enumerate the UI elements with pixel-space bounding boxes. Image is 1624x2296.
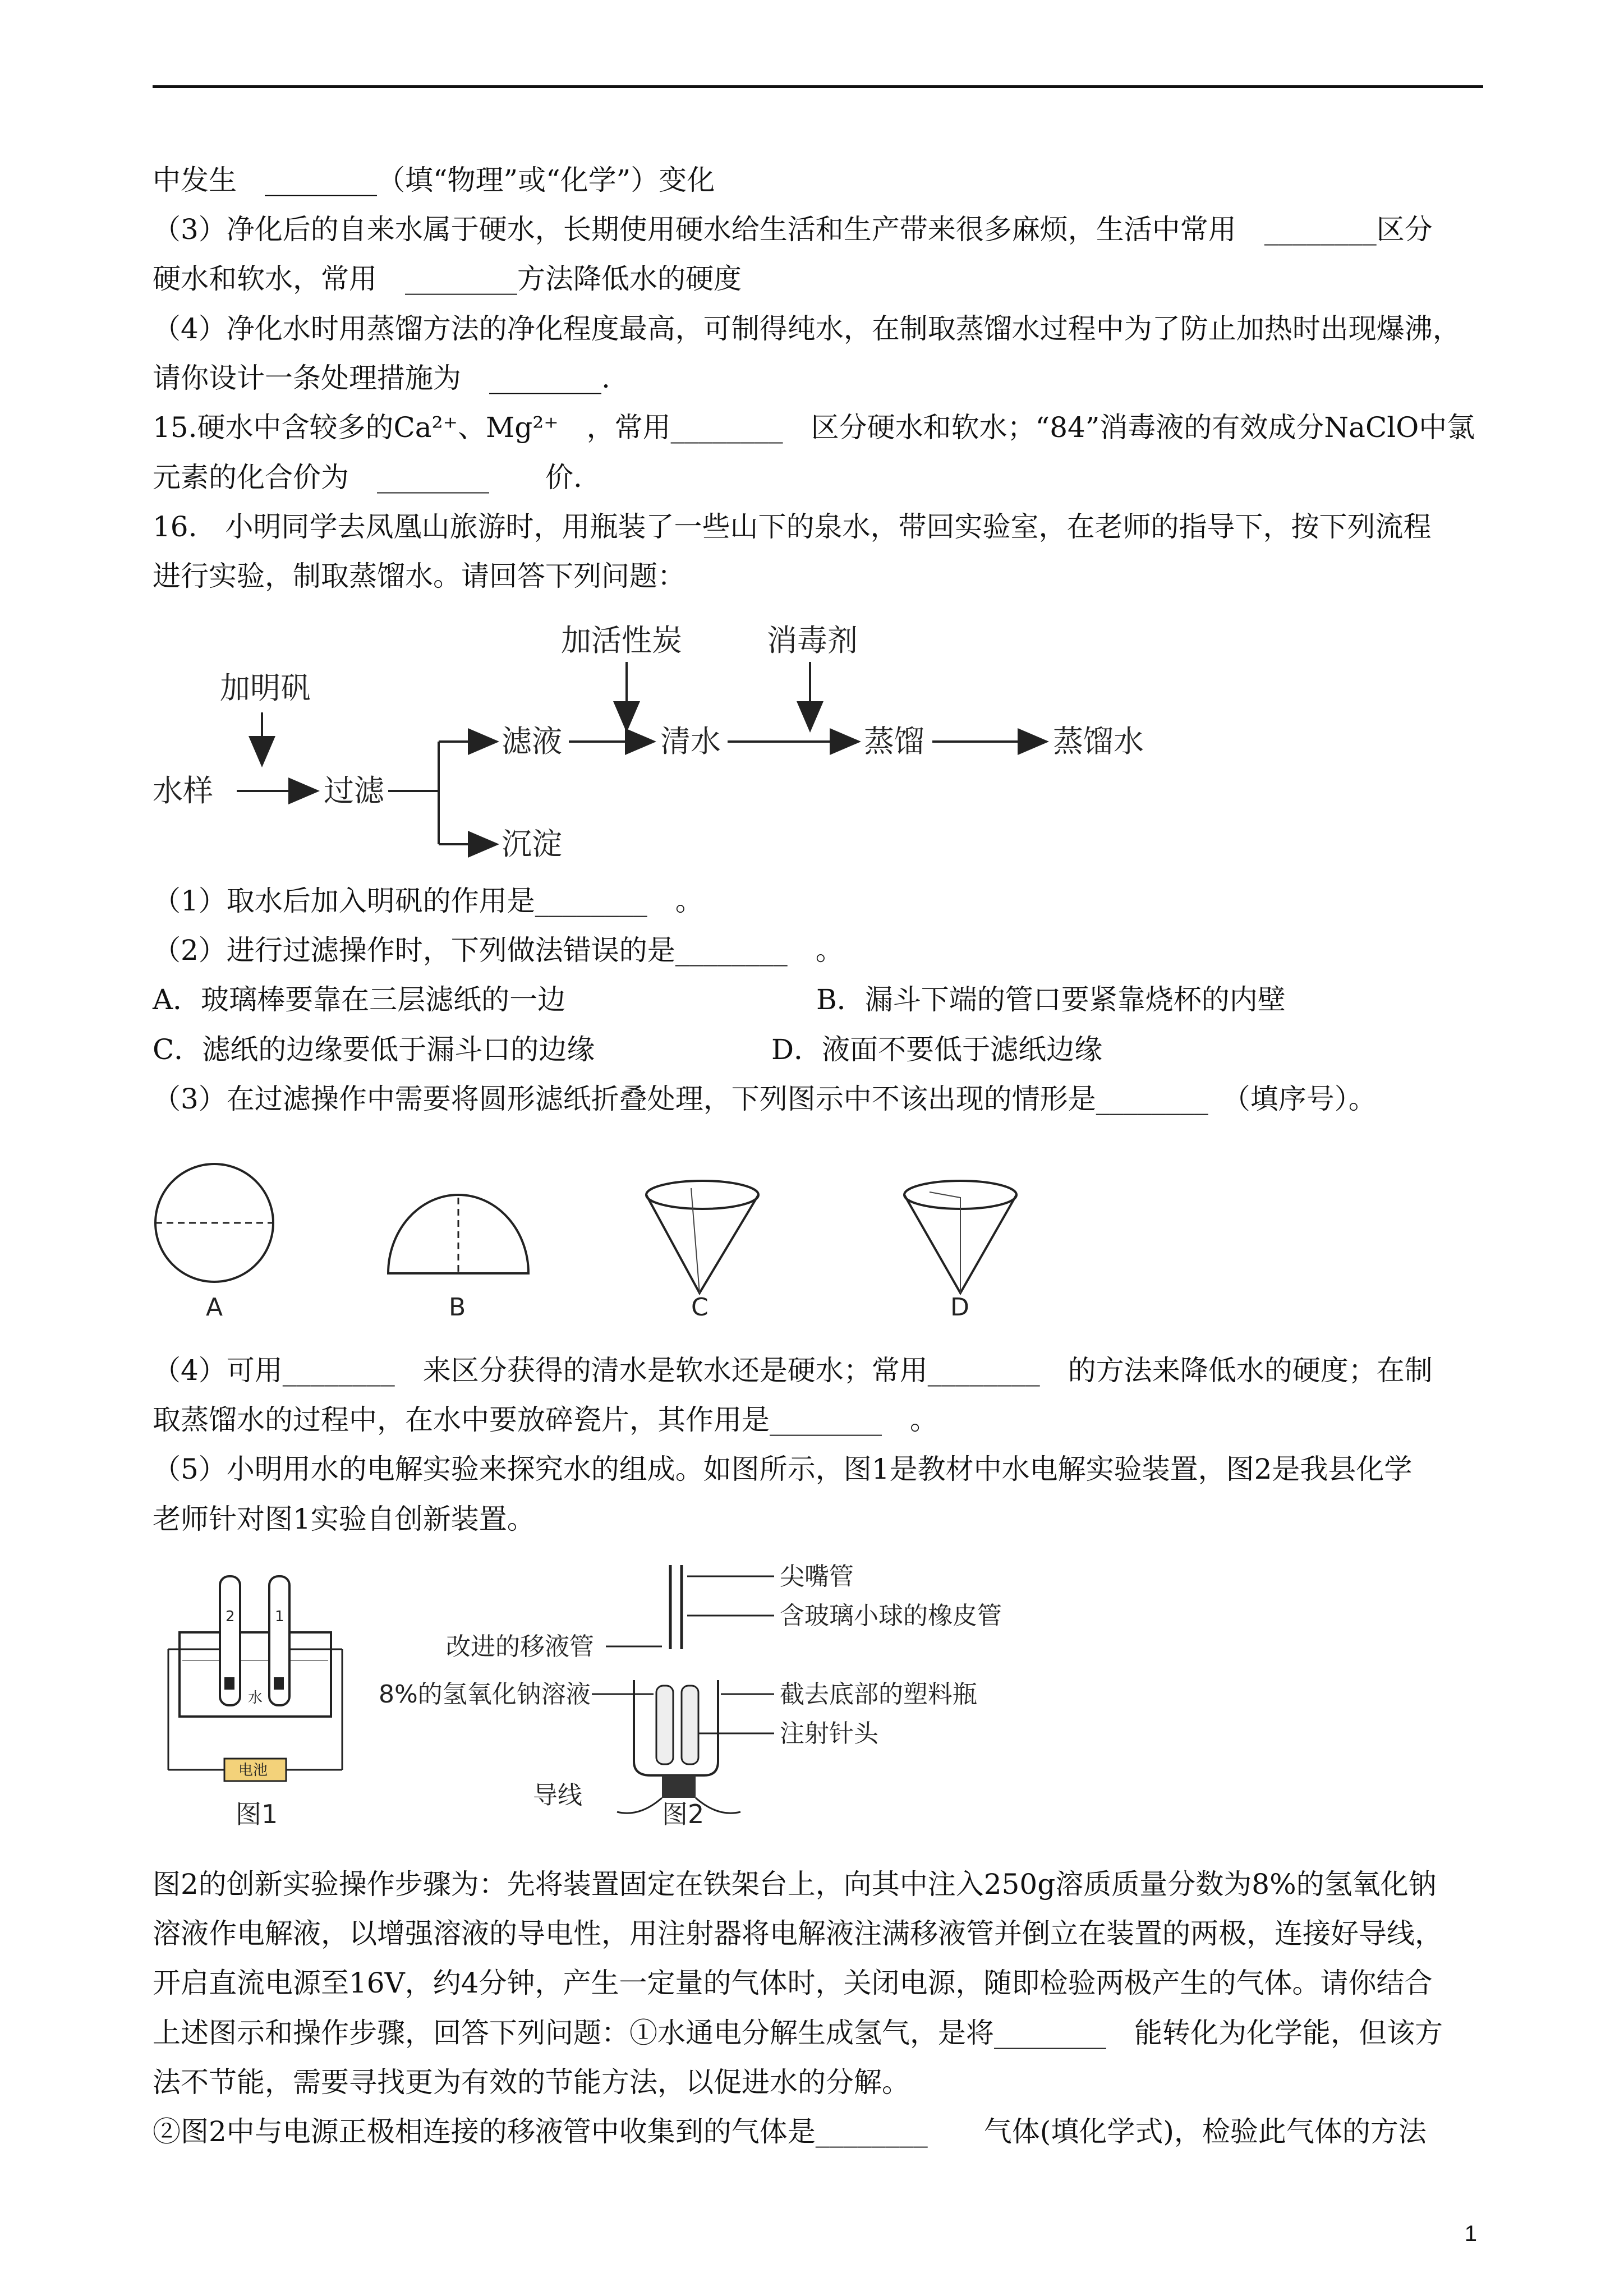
option-c: C．滤纸的边缘要低于漏斗口的边缘: [153, 1033, 595, 1066]
label-pipette: 改进的移液管: [446, 1632, 594, 1661]
label-rubber-tube: 含玻璃小球的橡皮管: [780, 1602, 1002, 1630]
pipette-right: [682, 1686, 698, 1764]
q14-part3-line2: 硬水和软水，常用 ________方法降低水的硬度: [153, 263, 742, 295]
battery-label: 电池: [238, 1762, 268, 1779]
label-naoh: 8%的氢氧化钠溶液: [379, 1680, 591, 1709]
q16-steps-line3: 开启直流电源至16V，约4分钟，产生一定量的气体时，关闭电源，随即检验两极产生的气体。请你结合: [153, 1967, 1433, 1999]
water-label: 水: [248, 1690, 263, 1706]
flow-clear-water: 清水: [660, 724, 721, 759]
q14-part4-line1: （4）净化水时用蒸馏方法的净化程度最高，可制得纯水，在制取蒸馏水过程中为了防止加热时出现爆沸，: [153, 312, 1461, 345]
q14-part4-line2: 请你设计一条处理措施为 ________.: [153, 362, 610, 394]
q15-line1: 15.硬水中含较多的Ca²⁺、Mg²⁺ ，常用________ 区分硬水和软水；“84”消毒液的有效成分NaClO中氯: [153, 411, 1475, 444]
flow-distilled-water: 蒸馏水: [1053, 724, 1144, 759]
option-a: A．玻璃棒要靠在三层滤纸的一边: [153, 983, 566, 1016]
figure-1-electrolysis: [157, 1565, 359, 1846]
filter-paper-figures: [153, 1144, 1050, 1329]
q14-part3-line1: （3）净化后的自来水属于硬水，长期使用硬水给生活和生产带来很多麻烦，生活中常用 ________区分: [153, 213, 1433, 246]
option-b: B．漏斗下端的管口要紧靠烧杯的内壁: [816, 983, 1286, 1016]
q16-part1: （1）取水后加入明矾的作用是________ 。: [153, 885, 703, 917]
flow-disinfectant: 消毒剂: [767, 623, 858, 658]
q14-text-line: 中发生 ________（填“物理”或“化学”）变化: [153, 164, 715, 196]
label-bottle: 截去底部的塑料瓶: [780, 1680, 977, 1709]
q16-part3: （3）在过滤操作中需要将圆形滤纸折叠处理，下列图示中不该出现的情形是________ （填序号）。: [153, 1083, 1377, 1115]
q16-line1: 16. 小明同学去凤凰山旅游时，用瓶装了一些山下的泉水，带回实验室，在老师的指导下，按下列流程: [153, 510, 1432, 543]
q16-part5-line1: （5）小明用水的电解实验来探究水的组成。如图所示，图1是教材中水电解实验装置，图2是我县化学: [153, 1453, 1413, 1485]
q16-part5-line2: 老师针对图1实验自创新装置。: [153, 1503, 535, 1535]
flow-water-sample: 水样: [153, 773, 213, 808]
flow-activated-carbon: 加活性炭: [561, 623, 682, 658]
fold-label-a: A: [206, 1293, 223, 1322]
tube-left-label: 2: [226, 1608, 235, 1625]
fold-figure-d: [904, 1181, 1016, 1293]
purification-flowchart: [153, 611, 1218, 875]
figure-2-apparatus: [370, 1554, 1071, 1857]
header-rule: [153, 85, 1483, 88]
label-nozzle: 尖嘴管: [780, 1562, 854, 1591]
q16-steps-line1: 图2的创新实验操作步骤为：先将装置固定在铁架台上，向其中注入250g溶质质量分数为8%的氢氧化钠: [153, 1868, 1437, 1901]
q16-steps-line4: 上述图示和操作步骤，回答下列问题：①水通电分解生成氢气，是将________ 能转化为化学能，但该方: [153, 2017, 1443, 2049]
fold-figure-b: [388, 1195, 528, 1273]
needle-block: [662, 1775, 696, 1798]
fold-label-d: D: [950, 1293, 969, 1322]
figure-2-caption: 图2: [662, 1799, 705, 1829]
fold-label-c: C: [691, 1293, 709, 1322]
figure-1-caption: 图1: [236, 1799, 278, 1829]
fold-figure-a: [155, 1164, 273, 1282]
q15-line2: 元素的化合价为 ________ 价.: [153, 461, 582, 494]
label-wire: 导线: [533, 1781, 582, 1810]
fold-label-b: B: [449, 1293, 466, 1322]
pipette-left: [656, 1686, 673, 1764]
q16-part2: （2）进行过滤操作时，下列做法错误的是________ 。: [153, 934, 844, 967]
q16-part4-line2: 取蒸馏水的过程中，在水中要放碎瓷片，其作用是________ 。: [153, 1404, 938, 1436]
flow-filtrate: 滤液: [502, 724, 562, 759]
q16-line2: 进行实验，制取蒸馏水。请回答下列问题：: [153, 560, 686, 592]
option-d: D．液面不要低于滤纸边缘: [771, 1033, 1103, 1066]
label-needle: 注射针头: [780, 1719, 878, 1748]
flow-distill: 蒸馏: [864, 724, 924, 759]
q16-steps-line2: 溶液作电解液，以增强溶液的导电性，用注射器将电解液注满移液管并倒立在装置的两极，连接好导线，: [153, 1917, 1443, 1950]
flow-alum: 加明矾: [220, 670, 311, 706]
q16-steps-line5: 法不节能，需要寻找更为有效的节能方法，以促进水的分解。: [153, 2066, 910, 2099]
flow-sediment: 沉淀: [502, 826, 562, 862]
fold-figure-c: [646, 1181, 758, 1293]
page-number: 1: [1464, 2221, 1477, 2246]
q16-part4-line1: （4）可用________ 来区分获得的清水是软水还是硬水；常用________ 的方法来降低水的硬度；在制: [153, 1354, 1433, 1387]
q16-steps-line6: ②图2中与电源正极相连接的移液管中收集到的气体是________ 气体(填化学式)，检验此气体的方法: [153, 2115, 1427, 2148]
tube-right-label: 1: [275, 1608, 284, 1625]
flow-filter: 过滤: [324, 773, 384, 808]
